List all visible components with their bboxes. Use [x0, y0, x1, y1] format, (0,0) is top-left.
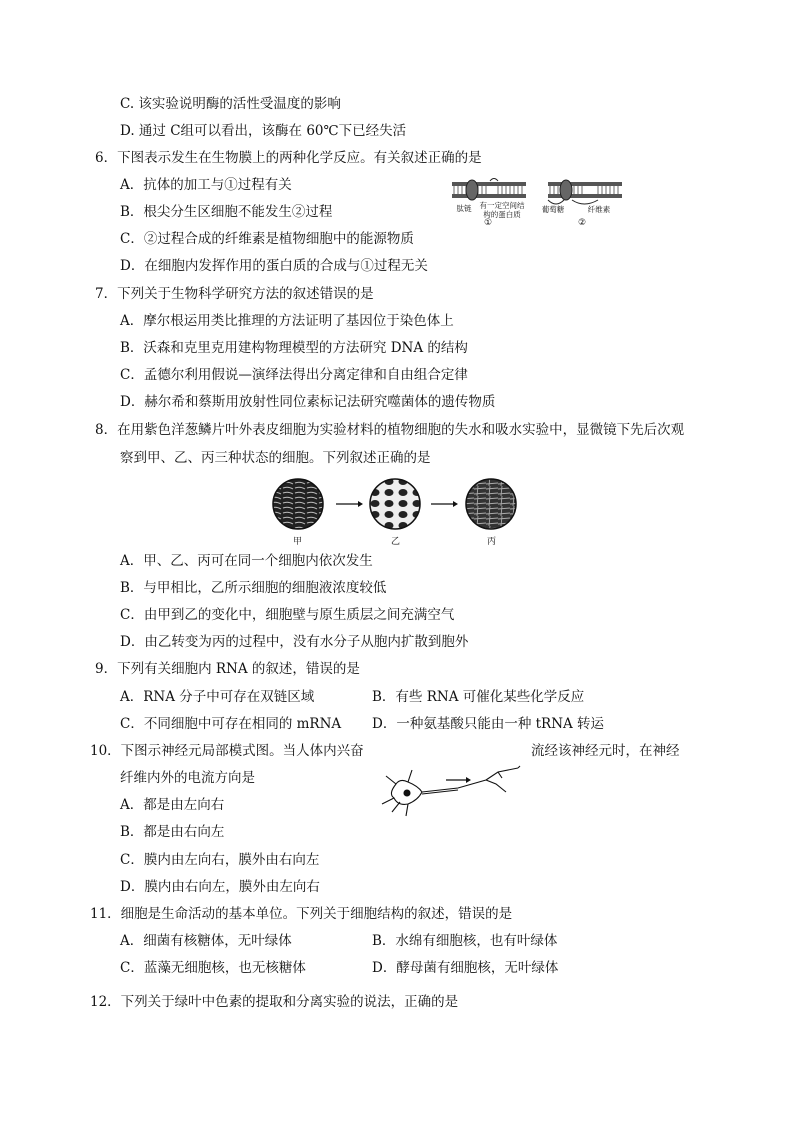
fig6-label-num1: ①	[483, 218, 493, 228]
q10-option-c: C．膜内由左向右，膜外由右向左	[120, 852, 320, 868]
q8-stem-line1: 8．在用紫色洋葱鳞片叶外表皮细胞为实验材料的植物细胞的失水和吸水实验中，显微镜下先后次观	[95, 422, 685, 438]
cell-yi-icon	[370, 479, 420, 529]
fig6-label-protein-b: 构的蛋白质	[483, 210, 521, 219]
q11-stem: 11．细胞是生命活动的基本单位。下列关于细胞结构的叙述，错误的是	[90, 906, 513, 922]
q10-stem-line2: 纤维内外的电流方向是	[120, 770, 255, 786]
q5-option-c: C. 该实验说明酶的活性受温度的影响	[120, 96, 341, 112]
q9-stem: 9．下列有关细胞内 RNA 的叙述，错误的是	[95, 661, 360, 677]
q11-option-a: A．细菌有核糖体，无叶绿体	[120, 933, 292, 949]
q10-option-d: D．膜内由右向左，膜外由左向右	[120, 879, 320, 895]
q9-option-c: C．不同细胞中可存在相同的 mRNA	[120, 716, 342, 732]
q8-option-a: A．甲、乙、丙可在同一个细胞内依次发生	[120, 553, 373, 569]
cell-jia-icon	[273, 479, 323, 529]
q11-option-d: D．酵母菌有细胞核，无叶绿体	[372, 960, 559, 976]
q9-option-b: B．有些 RNA 可催化某些化学反应	[372, 689, 585, 705]
q10-option-a: A．都是由左向右	[120, 797, 225, 813]
fig6-label-peptide: 肽链	[456, 204, 472, 213]
q10-stem-line1a: 10．下图示神经元局部模式图。当人体内兴奋	[90, 743, 364, 759]
neuron-figure	[378, 762, 526, 822]
q12-stem: 12．下列关于绿叶中色素的提取和分离实验的说法，正确的是	[90, 994, 459, 1010]
q9-option-d: D．一种氨基酸只能由一种 tRNA 转运	[372, 716, 605, 732]
q5-option-d: D. 通过 C组可以看出，该酶在 60℃下已经失活	[120, 123, 407, 139]
q10-option-b: B．都是由右向左	[120, 824, 225, 840]
q11-option-b: B．水绵有细胞核，也有叶绿体	[372, 933, 558, 949]
arrow-right-icon	[431, 501, 458, 507]
neuron-icon	[382, 766, 520, 816]
fig8-label-jia: 甲	[293, 537, 303, 547]
q6-option-a: A．抗体的加工与①过程有关	[120, 177, 292, 193]
q6-stem: 6．下图表示发生在生物膜上的两种化学反应。有关叙述正确的是	[95, 150, 482, 166]
q9-option-a: A．RNA 分子中可存在双链区域	[120, 689, 315, 705]
arrow-right-icon	[336, 501, 363, 507]
fig8-label-yi: 乙	[391, 537, 401, 547]
membrane-right-icon	[548, 180, 622, 204]
q8-stem-line2: 察到甲、乙、丙三种状态的细胞。下列叙述正确的是	[120, 450, 431, 466]
q7-option-b: B．沃森和克里克用建构物理模型的方法研究 DNA 的结构	[120, 340, 468, 356]
q6-option-b: B．根尖分生区细胞不能发生②过程	[120, 204, 333, 220]
q8-option-c: C．由甲到乙的变化中，细胞壁与原生质层之间充满空气	[120, 607, 455, 623]
fig6-label-glucose: 葡萄糖	[541, 205, 565, 214]
fig6-label-protein-a: 有一定空间结	[479, 201, 525, 210]
q11-option-c: C．蓝藻无细胞核，也无核糖体	[120, 960, 306, 976]
fig8-label-bing: 丙	[487, 537, 497, 547]
membrane-left-icon	[452, 179, 526, 201]
fig6-label-cellulose: 纤维素	[587, 205, 611, 214]
q8-option-d: D．由乙转变为丙的过程中，没有水分子从胞内扩散到胞外	[120, 634, 469, 650]
fig6-label-num2: ②	[577, 218, 587, 228]
q7-option-a: A．摩尔根运用类比推理的方法证明了基因位于染色体上	[120, 313, 454, 329]
q7-option-d: D．赫尔希和蔡斯用放射性同位素标记法研究噬菌体的遗传物质	[120, 394, 496, 410]
q6-option-c: C．②过程合成的纤维素是植物细胞中的能源物质	[120, 231, 414, 247]
q7-stem: 7．下列关于生物科学研究方法的叙述错误的是	[95, 286, 374, 302]
cell-bing-icon	[466, 479, 516, 529]
arrow-right-icon	[446, 777, 471, 783]
q8-option-b: B．与甲相比，乙所示细胞的细胞液浓度较低	[120, 580, 387, 596]
plasmolysis-figure	[270, 476, 530, 536]
q7-option-c: C．孟德尔利用假说—演绎法得出分离定律和自由组合定律	[120, 367, 468, 383]
q10-stem-line1b: 流经该神经元时，在神经	[531, 743, 680, 759]
q6-option-d: D．在细胞内发挥作用的蛋白质的合成与①过程无关	[120, 258, 428, 274]
